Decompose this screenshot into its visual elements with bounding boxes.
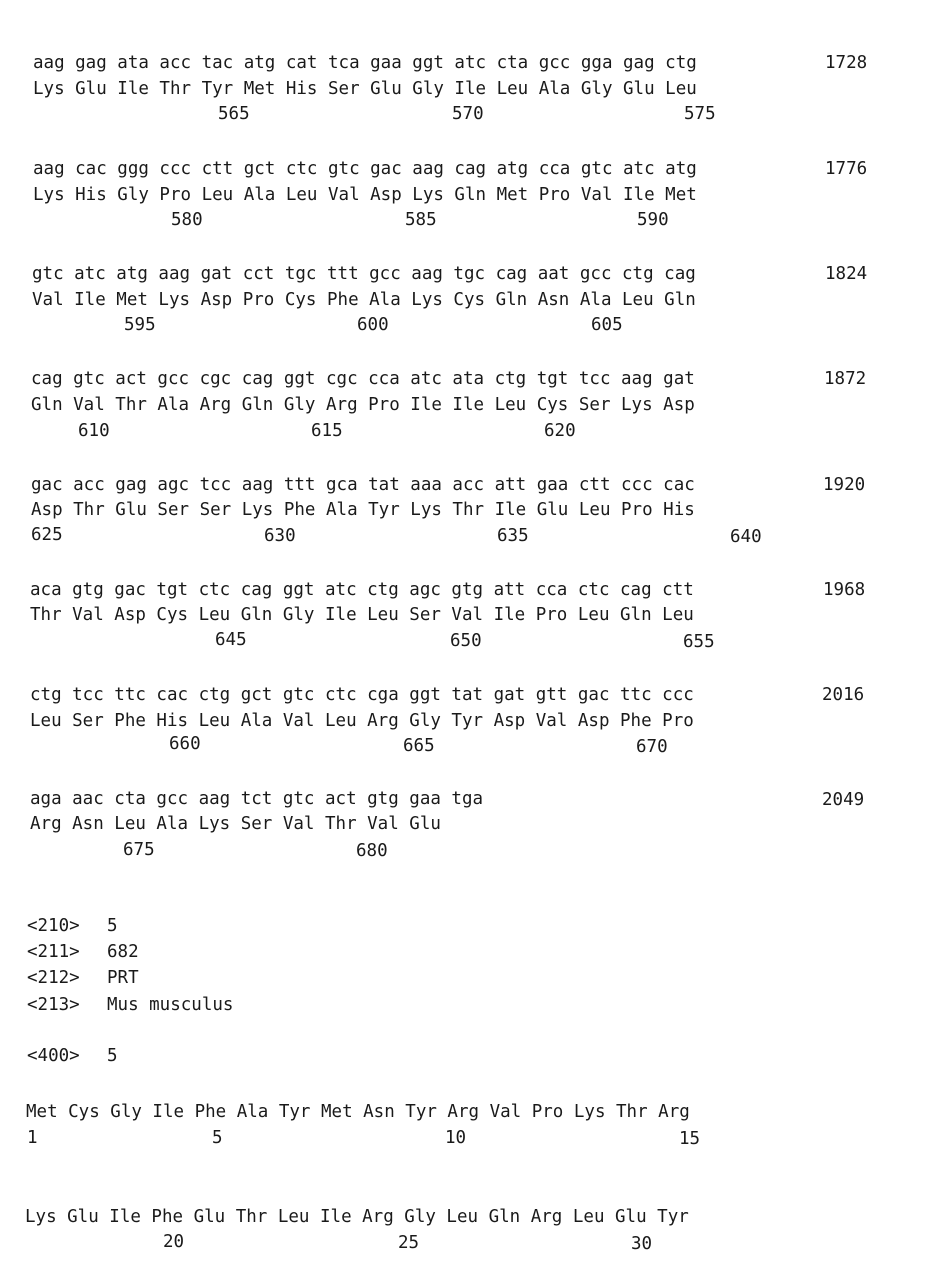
nucleotide-position: 1824	[825, 264, 868, 284]
residue-number: 565	[218, 104, 250, 124]
residue-number: 30	[631, 1234, 653, 1254]
nucleotide-position: 2016	[822, 685, 865, 705]
metadata-tag: <210>	[27, 916, 80, 936]
residue-number: 645	[215, 630, 247, 650]
dna-codon-line: aca gtg gac tgt ctc cag ggt atc ctg agc gtg att cca ctc cag ctt	[30, 580, 694, 600]
metadata-tag: <211>	[27, 942, 80, 962]
nucleotide-position: 1968	[823, 580, 866, 600]
residue-number: 665	[403, 736, 435, 756]
amino-acid-line: Asp Thr Glu Ser Ser Lys Phe Ala Tyr Lys Thr Ile Glu Leu Pro His	[31, 500, 695, 520]
residue-number: 640	[730, 527, 762, 547]
metadata-value: Mus musculus	[107, 995, 234, 1015]
residue-number: 650	[450, 631, 482, 651]
residue-number: 570	[452, 104, 484, 124]
dna-codon-line: cag gtc act gcc cgc cag ggt cgc cca atc ata ctg tgt tcc aag gat	[31, 369, 695, 389]
amino-acid-line: Val Ile Met Lys Asp Pro Cys Phe Ala Lys Cys Gln Asn Ala Leu Gln	[32, 290, 696, 310]
residue-number: 575	[684, 104, 716, 124]
amino-acid-line: Thr Val Asp Cys Leu Gln Gly Ile Leu Ser Val Ile Pro Leu Gln Leu	[30, 605, 694, 625]
dna-codon-line: gtc atc atg aag gat cct tgc ttt gcc aag tgc cag aat gcc ctg cag	[32, 264, 696, 284]
nucleotide-position: 1872	[824, 369, 867, 389]
residue-number: 25	[398, 1233, 420, 1253]
sequence-tag-value: 5	[107, 1046, 118, 1066]
residue-number: 615	[311, 421, 343, 441]
residue-number: 655	[683, 632, 715, 652]
residue-number: 20	[163, 1232, 185, 1252]
residue-number: 595	[124, 315, 156, 335]
residue-number: 585	[405, 210, 437, 230]
amino-acid-line: Arg Asn Leu Ala Lys Ser Val Thr Val Glu	[30, 814, 441, 834]
residue-number: 590	[637, 210, 669, 230]
amino-acid-line: Leu Ser Phe His Leu Ala Val Leu Arg Gly Tyr Asp Val Asp Phe Pro	[30, 711, 694, 731]
residue-number: 1	[27, 1128, 38, 1148]
dna-codon-line: ctg tcc ttc cac ctg gct gtc ctc cga ggt tat gat gtt gac ttc ccc	[30, 685, 694, 705]
sequence-tag: <400>	[27, 1046, 80, 1066]
residue-number: 620	[544, 421, 576, 441]
dna-codon-line: aag cac ggg ccc ctt gct ctc gtc gac aag cag atg cca gtc atc atg	[33, 159, 697, 179]
metadata-value: 682	[107, 942, 139, 962]
residue-number: 15	[679, 1129, 701, 1149]
amino-acid-line: Met Cys Gly Ile Phe Ala Tyr Met Asn Tyr Arg Val Pro Lys Thr Arg	[26, 1102, 690, 1122]
residue-number: 635	[497, 526, 529, 546]
metadata-value: PRT	[107, 968, 139, 988]
residue-number: 600	[357, 315, 389, 335]
dna-codon-line: gac acc gag agc tcc aag ttt gca tat aaa acc att gaa ctt ccc cac	[31, 475, 695, 495]
residue-number: 10	[445, 1128, 467, 1148]
residue-number: 680	[356, 841, 388, 861]
amino-acid-line: Lys Glu Ile Thr Tyr Met His Ser Glu Gly Ile Leu Ala Gly Glu Leu	[33, 79, 697, 99]
metadata-value: 5	[107, 916, 118, 936]
residue-number: 630	[264, 526, 296, 546]
residue-number: 580	[171, 210, 203, 230]
dna-codon-line: aag gag ata acc tac atg cat tca gaa ggt atc cta gcc gga gag ctg	[33, 53, 697, 73]
nucleotide-position: 2049	[822, 790, 865, 810]
amino-acid-line: Gln Val Thr Ala Arg Gln Gly Arg Pro Ile Ile Leu Cys Ser Lys Asp	[31, 395, 695, 415]
residue-number: 675	[123, 840, 155, 860]
amino-acid-line: Lys His Gly Pro Leu Ala Leu Val Asp Lys Gln Met Pro Val Ile Met	[33, 185, 697, 205]
amino-acid-line: Lys Glu Ile Phe Glu Thr Leu Ile Arg Gly Leu Gln Arg Leu Glu Tyr	[25, 1207, 689, 1227]
nucleotide-position: 1728	[825, 53, 868, 73]
residue-number: 660	[169, 734, 201, 754]
residue-number: 670	[636, 737, 668, 757]
residue-number: 605	[591, 315, 623, 335]
metadata-tag: <212>	[27, 968, 80, 988]
nucleotide-position: 1920	[823, 475, 866, 495]
dna-codon-line: aga aac cta gcc aag tct gtc act gtg gaa tga	[30, 789, 484, 809]
residue-number: 625	[31, 525, 63, 545]
residue-number: 610	[78, 421, 110, 441]
nucleotide-position: 1776	[825, 159, 868, 179]
residue-number: 5	[212, 1128, 223, 1148]
metadata-tag: <213>	[27, 995, 80, 1015]
